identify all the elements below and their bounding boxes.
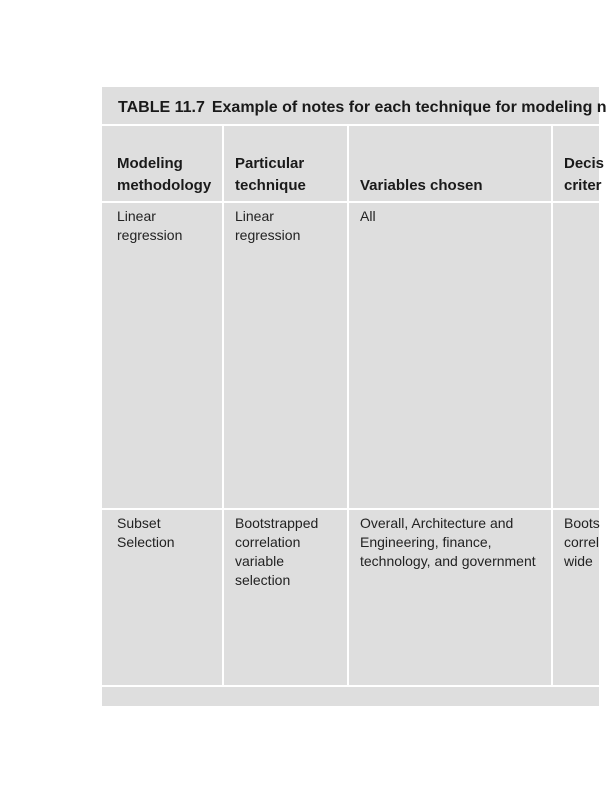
row2-technique: Bootstrapped correlation variable selection xyxy=(235,515,319,588)
table-title: Example of notes for each technique for modeling n xyxy=(211,99,607,116)
header-variables-chosen: Variables chosen xyxy=(360,177,483,194)
table-bottom-rule xyxy=(102,685,599,687)
column-divider-1 xyxy=(222,126,224,686)
row2-criteria: Boots correl wide xyxy=(564,515,600,569)
row-divider xyxy=(102,508,599,510)
row1-technique: Linear regression xyxy=(235,208,301,243)
row2-variables: Overall, Architecture and Engineering, finance, technology, and government xyxy=(360,515,536,569)
data-table xyxy=(102,87,607,706)
table-caption xyxy=(118,99,607,117)
column-divider-2 xyxy=(347,126,349,686)
caption-divider xyxy=(102,124,599,126)
header-modeling-methodology: Modeling methodology xyxy=(117,155,212,194)
row1-methodology: Linear regression xyxy=(117,208,183,243)
row1-variables: All xyxy=(360,208,376,224)
table-label: TABLE 11.7 xyxy=(118,99,205,116)
header-particular-technique: Particular technique xyxy=(235,155,306,194)
row2-methodology: Subset Selection xyxy=(117,515,175,550)
header-decision-criteria: Decis criter xyxy=(564,155,605,194)
column-divider-3 xyxy=(551,126,553,686)
header-divider xyxy=(102,201,599,203)
